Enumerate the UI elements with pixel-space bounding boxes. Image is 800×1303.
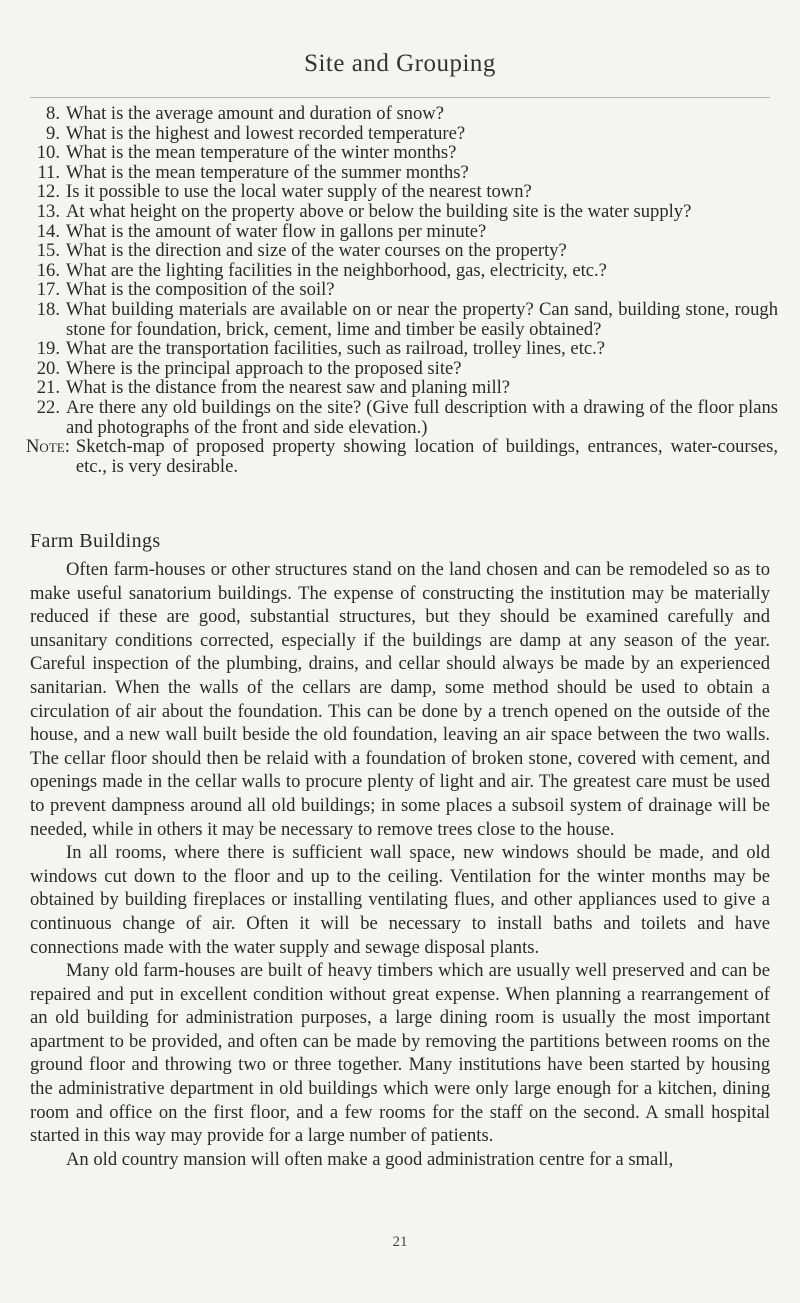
question-item (26, 261, 778, 281)
question-text: At what height on the property above or below the building site is the water supply? (66, 200, 692, 222)
question-number: 11. (37, 161, 60, 183)
question-number: 22. (36, 396, 60, 418)
question-item (26, 182, 778, 202)
question-item (26, 280, 778, 300)
running-head-title: Site and Grouping (304, 50, 496, 77)
note (26, 437, 778, 476)
question-text: What is the highest and lowest recorded temperature? (66, 122, 466, 144)
question-number: 18. (36, 298, 60, 320)
question-number: 19. (36, 338, 60, 360)
question-number: 14. (36, 220, 60, 242)
question-number: 16. (36, 259, 60, 281)
question-item (26, 359, 778, 379)
question-item (26, 202, 778, 222)
question-text: Is it possible to use the local water supply of the nearest town? (66, 181, 532, 203)
section-body (30, 558, 770, 1171)
header-rule (30, 97, 770, 98)
question-number: 20. (36, 357, 60, 379)
question-text: Where is the principal approach to the proposed site? (66, 357, 462, 379)
question-text: Are there any old buildings on the site? (Give full description with a drawing of the floor plans and photographs of the front and side elevation.) (66, 396, 778, 438)
question-number: 15. (36, 240, 60, 262)
body-paragraph: Often farm-houses or other structures stand on the land chosen and can be remodeled so as to make useful sanatorium buildings. The expense of constructing the institution may be materially reduced if these are good, substantial structures, but they should be examined carefully and unsanitary conditions corrected, especially if the buildings are damp at any season of the year. Careful inspection of the plumbing, drains, and cellar should always be made by an experienced sanitarian. When the walls of the cellars are damp, some method should be used to obtain a circulation of air about the foundation. This can be done by a trench opened on the outside of the house, and a new wall built beside the old foundation, leaving an air space between the two walls. The cellar floor should then be relaid with a foundation of broken stone, covered with cement, and openings made in the cellar walls to procure plenty of light and air. The greatest care must be used to prevent dampness around all old buildings; in some places a subsoil system of drainage will be needed, while in others it may be necessary to remove trees close to the house. (30, 559, 770, 840)
question-item (26, 378, 778, 398)
question-item (26, 104, 778, 124)
question-text: What building materials are available on or near the property? Can sand, building stone, rough stone for foundation, brick, cement, lime and timber be easily obtained? (66, 298, 778, 340)
question-number: 12. (36, 181, 60, 203)
question-item (26, 163, 778, 183)
body-paragraph: An old country mansion will often make a good administration centre for a small, (66, 1148, 674, 1170)
question-item (26, 300, 778, 339)
question-text: What is the direction and size of the water courses on the property? (66, 240, 567, 262)
question-number: 13. (36, 200, 60, 222)
question-number: 21. (36, 377, 60, 399)
question-item (26, 241, 778, 261)
body-paragraph: In all rooms, where there is sufficient wall space, new windows should be made, and old windows cut down to the floor and up to the ceiling. Ventilation for the winter months may be obtained by building fireplaces or installing ventilating flues, and other appliances used to give a continuous change of air. Often it will be necessary to install baths and toilets and have connections made with the water supply and sewage disposal plants. (30, 842, 770, 958)
question-item (26, 143, 778, 163)
note-label: Note: (26, 436, 70, 458)
question-item (26, 124, 778, 144)
question-text: What is the amount of water flow in gallons per minute? (66, 220, 487, 242)
question-number: 17. (36, 279, 60, 301)
body-paragraph: Many old farm-houses are built of heavy timbers which are usually well preserved and can be repaired and put in excellent condition without great expense. When planning a rearrangement of an old building for administration purposes, a large dining room is usually the most important apartment to be provided, and often can be made by removing the partitions between rooms on the ground floor and throwing two or three together. Many institutions have been started by housing the administrative department in old buildings which were only large enough for a kitchen, dining room and office on the first floor, and a few rooms for the staff on the second. A small hospital started in this way may provide for a large number of patients. (30, 960, 770, 1147)
question-item (26, 398, 778, 437)
question-text: What is the composition of the soil? (66, 279, 335, 301)
question-text: What is the distance from the nearest saw and planing mill? (66, 377, 511, 399)
question-number: 8. (46, 103, 60, 124)
question-list (26, 104, 778, 476)
question-item (26, 339, 778, 359)
question-text: What is the mean temperature of the summer months? (66, 161, 469, 183)
question-text: What are the transportation facilities, such as railroad, trolley lines, etc.? (66, 338, 606, 360)
question-text: What is the average amount and duration of snow? (66, 103, 444, 124)
question-number: 9. (46, 122, 60, 144)
question-text: What are the lighting facilities in the neighborhood, gas, electricity, etc.? (66, 259, 607, 281)
question-number: 10. (36, 142, 60, 164)
note-text: Sketch-map of proposed property showing location of buildings, entrances, water-courses, etc., is very desirable. (75, 436, 778, 477)
section-heading: Farm Buildings (30, 530, 161, 552)
question-item (26, 222, 778, 242)
question-text: What is the mean temperature of the winter months? (66, 142, 457, 164)
page-number: 21 (392, 1234, 408, 1250)
